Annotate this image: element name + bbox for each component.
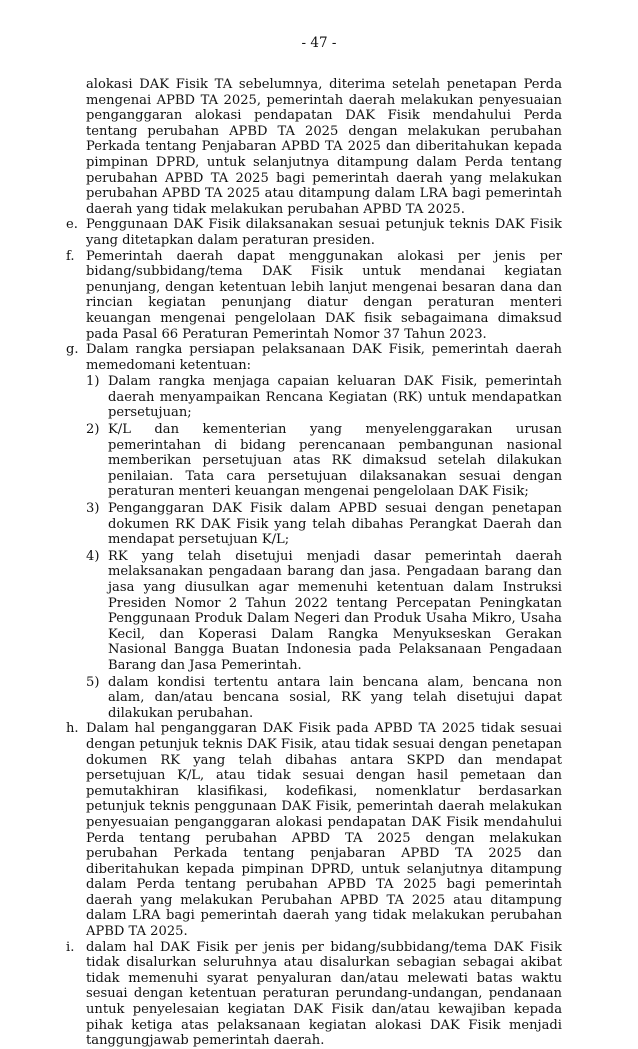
item-marker: i. — [66, 939, 75, 955]
item-text: dalam hal DAK Fisik per jenis per bidang/subbidang/tema DAK Fisik tidak disalurkan seluruhnya atau disalurkan sebagian sebagai akibat tidak memenuhi syarat penyaluran dan/atau melewati batas waktu sesuai dengan ketentuan peraturan perundang-undangan, pendanaan untuk penyelesaian kegiatan DAK Fisik dan/atau kewajiban kepada pihak ketiga atas pelaksanaan kegiatan alokasi DAK Fisik menjadi tanggungjawab pemerintah daerah. — [86, 939, 562, 1049]
sub-item-text: Dalam rangka menjaga capaian keluaran DAK Fisik, pemerintah daerah menyampaikan Rencana Kegiatan (RK) untuk mendapatkan persetujuan; — [108, 374, 562, 421]
list-item-g — [66, 342, 562, 373]
list-item-h — [66, 721, 562, 939]
list-item-e — [66, 217, 562, 248]
document-body — [66, 77, 562, 1049]
sub-item-marker: 2) — [86, 422, 100, 438]
sub-item-5 — [86, 675, 562, 722]
sub-item-1 — [86, 374, 562, 421]
item-marker: e. — [66, 217, 78, 233]
item-text: Penggunaan DAK Fisik dilaksanakan sesuai petunjuk teknis DAK Fisik yang ditetapkan dalam peraturan presiden. — [86, 217, 562, 248]
sub-item-text: Penganggaran DAK Fisik dalam APBD sesuai dengan penetapan dokumen RK DAK Fisik yang telah dibahas Perangkat Daerah dan mendapat persetujuan K/L; — [108, 501, 562, 548]
item-marker: f. — [66, 248, 75, 264]
sub-item-marker: 5) — [86, 674, 100, 690]
page-number: - 47 - — [301, 35, 337, 51]
sub-item-text: K/L dan kementerian yang menyelenggarakan urusan pemerintahan di bidang perencanaan pembangunan nasional memberikan persetujuan atas RK dimaksud setelah dilakukan penilaian. Tata cara persetujuan dilaksanakan sesuai dengan peraturan menteri keuangan mengenai pengelolaan DAK Fisik; — [108, 422, 562, 500]
item-body — [86, 342, 562, 373]
sub-item-marker: 4) — [86, 548, 100, 564]
sub-item-text: RK yang telah disetujui menjadi dasar pemerintah daerah melaksanakan pengadaan barang dan jasa. Pengadaan barang dan jasa yang diusulkan agar memenuhi ketentuan dalam Instruksi Presiden Nomor 2 Tahun 2022 tentang Percepatan Peningkatan Penggunaan Produk Dalam Negeri dan Produk Usaha Mikro, Usaha Kecil, dan Koperasi Dalam Rangka Menyukseskan Gerakan Nasional Bangga Buatan Indonesia pada Pelaksanaan Pengadaan Barang dan Jasa Pemerintah. — [108, 548, 562, 673]
sub-item-2 — [86, 422, 562, 500]
item-text: Dalam rangka persiapan pelaksanaan DAK Fisik, pemerintah daerah memedomani ketentuan: — [86, 342, 562, 373]
sub-item-4 — [86, 549, 562, 674]
item-marker: h. — [66, 721, 79, 737]
item-text: Dalam hal penganggaran DAK Fisik pada APBD TA 2025 tidak sesuai dengan petunjuk teknis DAK Fisik, atau tidak sesuai dengan penetapan dokumen RK yang telah dibahas antara SKPD dan mendapat persetujuan K/L, atau tidak sesuai dengan hasil pemetaan dan pemutakhiran klasifikasi, kodefikasi, nomenklatur berdasarkan petunjuk teknis penggunaan DAK Fisik, pemerintah daerah melakukan penyesuaian penganggaran alokasi pendapatan DAK Fisik mendahului Perda tentang perubahan APBD TA 2025 dengan melakukan perubahan Perkada tentang penjabaran APBD TA 2025 dan diberitahukan kepada pimpinan DPRD, untuk selanjutnya ditampung dalam Perda tentang perubahan APBD TA 2025 bagi pemerintah daerah yang melakukan Perubahan APBD TA 2025 atau ditampung dalam LRA bagi pemerintah daerah yang tidak melakukan perubahan APBD TA 2025. — [86, 721, 562, 940]
item-marker: g. — [66, 342, 79, 358]
item-text: Pemerintah daerah dapat menggunakan alokasi per jenis per bidang/subbidang/tema DAK Fisik untuk mendanai kegiatan penunjang, dengan ketentuan lebih lanjut mengenai besaran dana dan rincian kegiatan penunjang diatur dengan peraturan menteri keuangan mengenai pengelolaan DAK fisik sebagaimana dimaksud pada Pasal 66 Peraturan Pemerintah Nomor 37 Tahun 2023. — [86, 248, 562, 342]
sub-item-marker: 3) — [86, 501, 100, 517]
sub-item-marker: 1) — [86, 374, 100, 390]
sub-item-3 — [86, 501, 562, 548]
list-item-i — [66, 940, 562, 1049]
continuation-paragraph: alokasi DAK Fisik TA sebelumnya, diterima setelah penetapan Perda mengenai APBD TA 2025, pemerintah daerah melakukan penyesuaian penganggaran alokasi pendapatan DAK Fisik mendahului Perda tentang perubahan APBD TA 2025 dengan melakukan perubahan Perkada tentang Penjabaran APBD TA 2025 dan diberitahukan kepada pimpinan DPRD, untuk selanjutnya ditampung dalam Perda tentang perubahan APBD TA 2025 bagi pemerintah daerah yang melakukan perubahan APBD TA 2025 atau ditampung dalam LRA bagi pemerintah daerah yang tidak melakukan perubahan APBD TA 2025. — [86, 77, 562, 217]
sub-item-text: dalam kondisi tertentu antara lain bencana alam, bencana non alam, dan/atau bencana sosial, RK yang telah disetujui dapat dilakukan perubahan. — [108, 674, 562, 721]
list-item-f — [66, 249, 562, 343]
